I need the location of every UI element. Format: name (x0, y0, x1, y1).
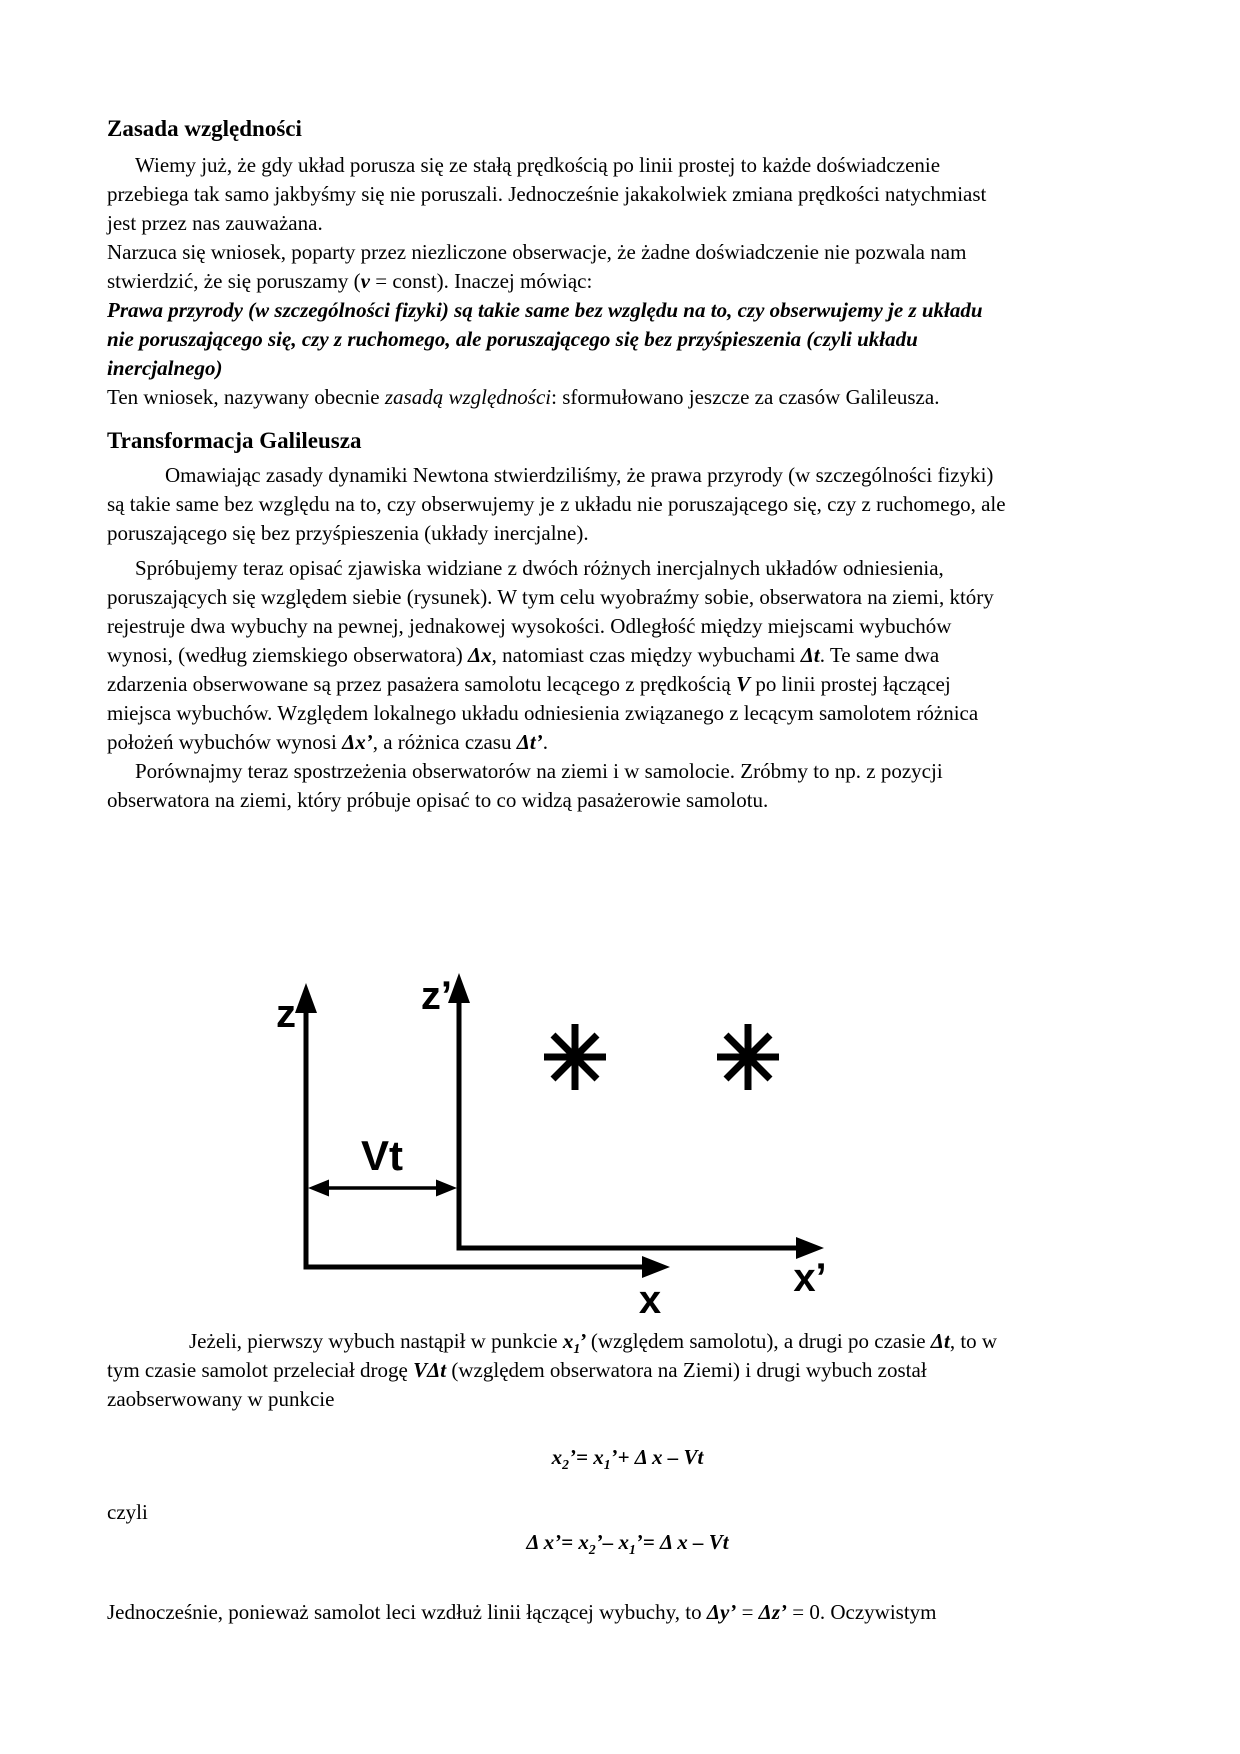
paragraph-porownajmy: Porównajmy teraz spostrzeżenia obserwatorów na ziemi i w samolocie. Zróbmy to np. z pozycji obserwatora na ziemi, który próbuje opisać to co widzą pasażerowie samolotu. (107, 759, 943, 812)
explosion-icon-1 (544, 1024, 606, 1090)
galilean-frames-diagram (250, 927, 850, 1327)
equation-1-formula: $x_2’=$ $x_1’+ \Delta$ x – Vt (551, 1445, 704, 1472)
vt-distance-arrow (308, 1180, 457, 1197)
z-axis (295, 983, 317, 1267)
z-axis-label: z (276, 992, 296, 1036)
x-axis-label: x (638, 1278, 662, 1322)
paragraph-sprobujemy: Spróbujemy teraz opisać zjawiska widziane z dwóch różnych inercjalnych układów odniesienia, poruszających się względem siebie (rysunek). W tym celu wyobraźmy sobie, obserwatora na ziemi, który rejestruje dwa wybuchy na pewnej, jednakowej wysokości. Odległość między miejscami wybuchów wynosi, (według ziemskiego obserwatora) Δx, natomiast czas między wybuchami Δt. Te same dwa zdarzenia obserwowane są przez pasażera samolotu lecącego z prędkością V po linii prostej łączącej miejsca wybuchów. Względem lokalnego układu odniesienia związanego z lecącym samolotem różnica położeń wybuchów wynosi Δx’, a różnica czasu Δt’. (107, 556, 994, 754)
x-prime-axis (457, 1237, 825, 1259)
x-axis (304, 1256, 671, 1278)
paragraph-jezeli: Jeżeli, pierwszy wybuch nastąpił w punkcie $x_1$’ (względem samolotu), a drugi po czasie Δt, to w tym czasie samolot przeleciał drogę VΔt (względem obserwatora na Ziemi) i drugi wybuch został zaobserwowany w punkcie (107, 1329, 998, 1411)
explosion-icon-2 (717, 1024, 779, 1090)
paragraph-prawa-przyrody: Prawa przyrody (w szczególności fizyki) są takie same bez względu na to, czy obserwujemy je z układu nie poruszającego się, czy z ruchomego, ale poruszającego się bez przyśpieszenia (czyli układu inercjalnego) (107, 298, 983, 380)
z-prime-axis-label: z’ (420, 974, 452, 1018)
czyli-connector: czyli (107, 1500, 148, 1524)
paragraph-jednoczesnie: Jednocześnie, ponieważ samolot leci wzdłuż linii łączącej wybuchy, to Δy’ = Δz’ = 0. Oczywistym (107, 1600, 937, 1624)
section-heading-zasada-wzglednosci: Zasada względności (107, 116, 302, 141)
paragraph-intro: Wiemy już, że gdy układ porusza się ze stałą prędkością po linii prostej to każde doświadczenie przebiega tak samo jakbyśmy się nie poruszali. Jednocześnie jakakolwiek zmiana prędkości natychmiast jest przez nas zauważana. (107, 153, 987, 235)
equation-2 (107, 1528, 1010, 1557)
paragraph-ten-wniosek: Ten wniosek, nazywany obecnie zasadą względności: sformułowano jeszcze za czasów Galileusza. (107, 385, 940, 409)
diagram-svg (250, 927, 850, 1327)
vt-label: Vt (361, 1132, 403, 1179)
section-heading-transformacja-galileusza: Transformacja Galileusza (107, 428, 362, 453)
paragraph-omawiajac: Omawiając zasady dynamiki Newtona stwierdziliśmy, że prawa przyrody (w szczególności fizyki) są takie same bez względu na to, czy obserwujemy je z układu nie poruszającego się, czy z ruchomego, ale poruszającego się bez przyśpieszenia (układy inercjalne). (107, 463, 1006, 545)
equation-2-formula: Δ x’= $x_2’-$ $x_1’= \Delta$ x – Vt (526, 1530, 729, 1557)
paragraph-wniosek: Narzuca się wniosek, poparty przez niezliczone obserwacje, że żadne doświadczenie nie pozwala nam stwierdzić, że się poruszamy (v = const). Inaczej mówiąc: (107, 240, 967, 293)
x-prime-axis-label: x’ (793, 1256, 827, 1300)
equation-1 (107, 1443, 1010, 1472)
